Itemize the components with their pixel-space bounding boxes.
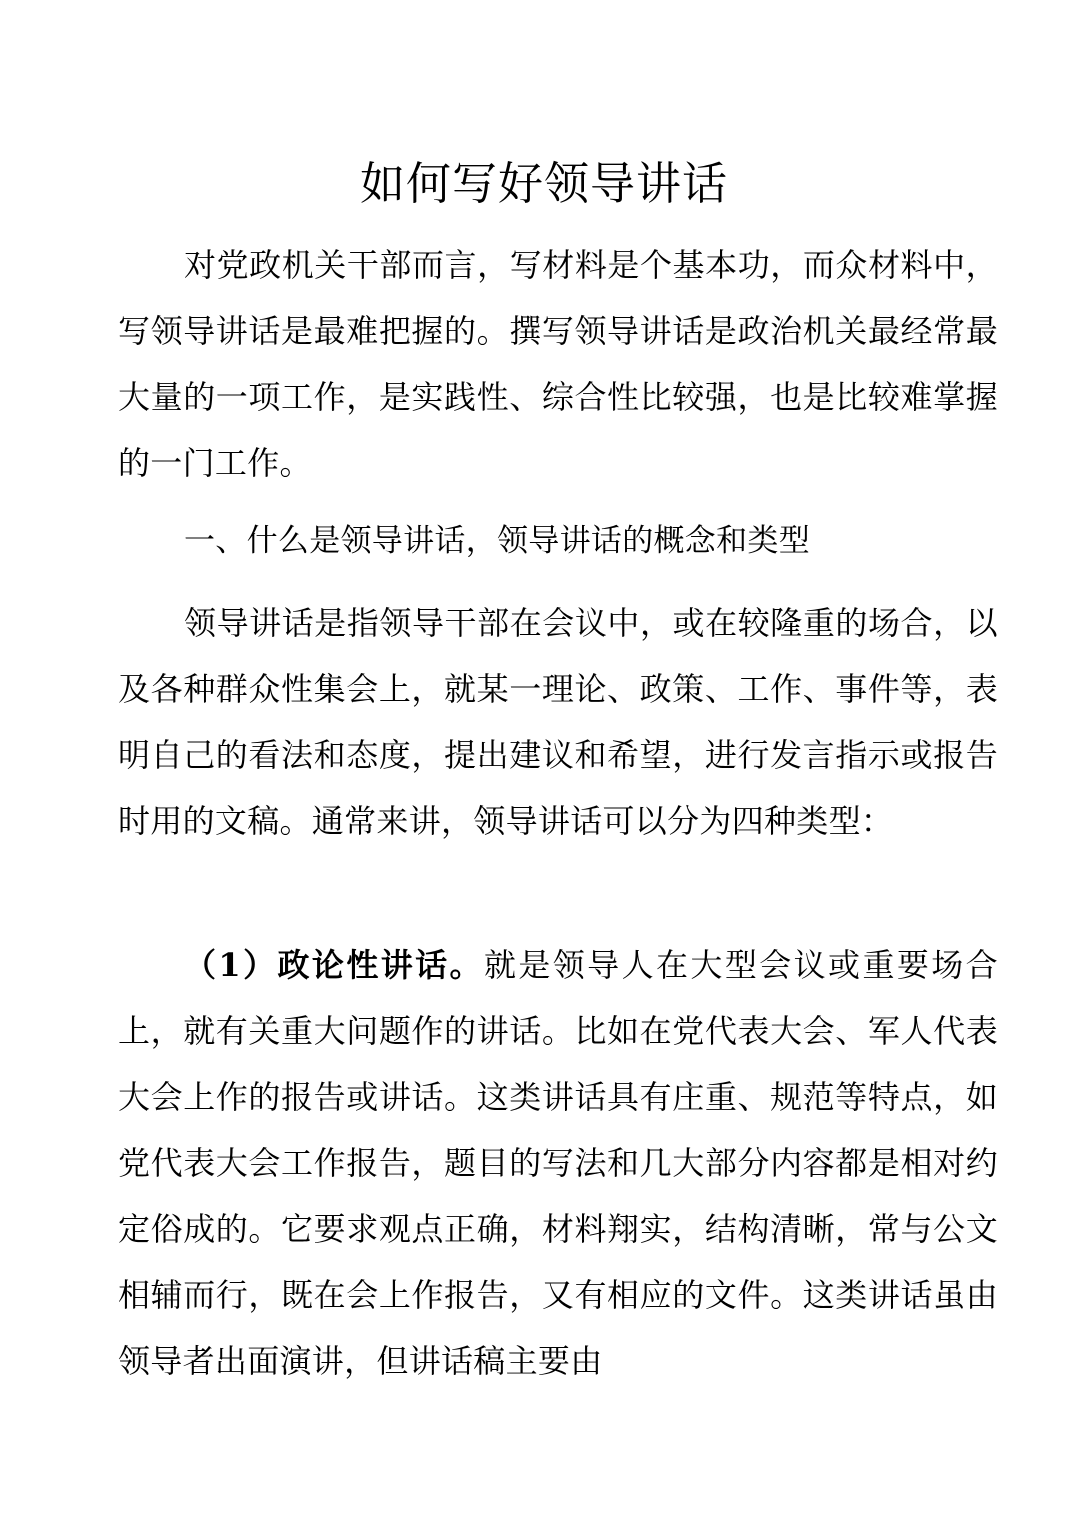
paragraph-intro: 对党政机关干部而言，写材料是个基本功，而众材料中，写领导讲话是最难把握的。撰写领导讲话是政治机关最经常最大量的一项工作，是实践性、综合性比较强，也是比较难掌握的一门工作。: [118, 246, 998, 482]
section-heading-1: 一、什么是领导讲话，领导讲话的概念和类型: [184, 523, 810, 559]
document-title: 如何写好领导讲话: [359, 157, 728, 210]
bold-lead-text: 政论性讲话。: [277, 946, 484, 984]
paragraph-type-1-text: 就是领导人在大型会议或重要场合上，就有关重大问题作的讲话。比如在党代表大会、军人代表大会上作的报告或讲话。这类讲话具有庄重、规范等特点，如党代表大会工作报告，题目的写法和几大部分内容都是相对约定俗成的。它要求观点正确，材料翔实，结构清晰，常与公文相辅而行，既在会上作报告，又有相应的文件。这类讲话虽由领导者出面演讲，但讲话稿主要由: [118, 946, 998, 1380]
list-number: （1）: [184, 946, 278, 984]
paragraph-type-1: [118, 932, 998, 1394]
paragraph-definition: 领导讲话是指领导干部在会议中，或在较隆重的场合，以及各种群众性集会上，就某一理论、政策、工作、事件等，表明自己的看法和态度，提出建议和希望，进行发言指示或报告时用的文稿。通常来讲，领导讲话可以分为四种类型：: [118, 604, 998, 840]
